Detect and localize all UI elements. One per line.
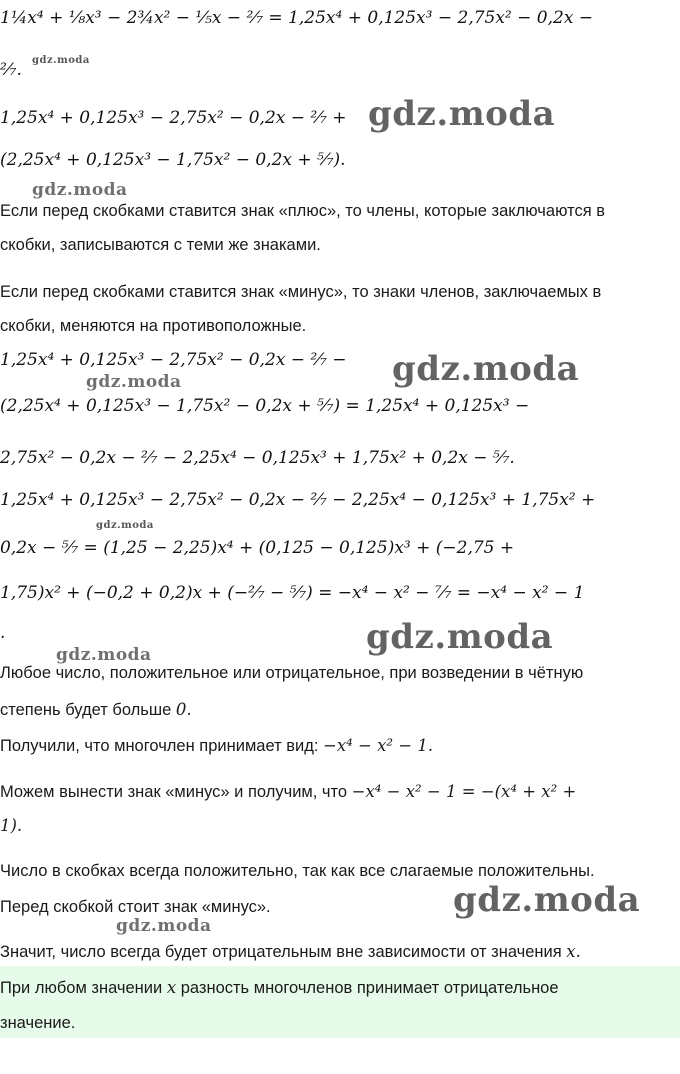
- paragraph-minus-sign: Перед скобкой стоит знак «минус».: [0, 898, 271, 916]
- math-line-9: 0,2x − ⁵⁄₇ = (1,25 − 2,25)x⁴ + (0,125 − 0,125)x³ + (−2,75 +: [0, 538, 515, 558]
- math-line-1-left: 1¼x⁴ + ⅛x³ − 2¾x² − ⅕x − ²⁄₇: [0, 8, 264, 28]
- factor-minus-math: −x⁴ − x² − 1 = −(x⁴ + x² +: [351, 782, 577, 801]
- factor-minus-text: Можем вынести знак «минус» и получим, что: [0, 783, 348, 801]
- paragraph-minus-rule-line-1: Если перед скобками ставится знак «минус», то знаки членов, заключаемых в: [0, 283, 602, 301]
- paragraph-factor-minus-line-2: [0, 816, 22, 836]
- even-power-zero: 0.: [175, 700, 192, 719]
- math-line-1: [0, 10, 593, 27]
- watermark-logo: gdz.moda: [116, 916, 212, 936]
- watermark-logo: gdz.moda: [368, 94, 556, 134]
- answer-line-1: [0, 978, 559, 998]
- math-line-8: 1,25x⁴ + 0,125x³ − 2,75x² − 0,2x − ²⁄₇ − 2,25x⁴ − 0,125x³ + 1,75x² +: [0, 490, 596, 510]
- answer-pre: При любом значении: [0, 979, 163, 997]
- paragraph-plus-rule-line-1: Если перед скобками ставится знак «плюс», то члены, которые заключаются в: [0, 202, 605, 220]
- always-negative-x: x.: [566, 942, 581, 961]
- even-power-text: степень будет больше: [0, 701, 172, 719]
- watermark-logo: gdz.moda: [392, 349, 580, 389]
- answer-x: x: [166, 978, 177, 997]
- answer-post: разность многочленов принимает отрицательное: [180, 979, 559, 997]
- paragraph-positive-sum: Число в скобках всегда положительно, так как все слагаемые положительны.: [0, 862, 595, 880]
- math-line-2: ²⁄₇.: [0, 60, 22, 80]
- paragraph-always-negative: [0, 942, 581, 962]
- math-line-6: (2,25x⁴ + 0,125x³ − 1,75x² − 0,2x + ⁵⁄₇) = 1,25x⁴ + 0,125x³ −: [0, 396, 530, 416]
- math-line-4: (2,25x⁴ + 0,125x³ − 1,75x² − 0,2x + ⁵⁄₇).: [0, 150, 346, 170]
- paragraph-result-form: [0, 736, 433, 756]
- watermark-logo: gdz.moda: [56, 645, 152, 665]
- answer-highlight: [0, 966, 680, 1038]
- math-line-5: 1,25x⁴ + 0,125x³ − 2,75x² − 0,2x − ²⁄₇ −: [0, 350, 347, 370]
- watermark-logo: gdz.moda: [32, 55, 90, 66]
- watermark-logo: gdz.moda: [86, 372, 182, 392]
- math-line-10: 1,75)x² + (−0,2 + 0,2)x + (−²⁄₇ − ⁵⁄₇) = −x⁴ − x² − ⁷⁄₇ = −x⁴ − x² − 1: [0, 583, 585, 603]
- always-negative-text: Значит, число всегда будет отрицательным вне зависимости от значения: [0, 943, 562, 961]
- math-line-11: .: [0, 623, 6, 643]
- result-form-text: Получили, что многочлен принимает вид:: [0, 737, 319, 755]
- paragraph-even-power-line-2: [0, 700, 192, 720]
- factor-minus-math-end: 1).: [0, 816, 23, 835]
- watermark-logo: gdz.moda: [366, 617, 554, 657]
- math-line-7: 2,75x² − 0,2x − ²⁄₇ − 2,25x⁴ − 0,125x³ + 1,75x² + 0,2x − ⁵⁄₇.: [0, 448, 515, 468]
- watermark-logo: gdz.moda: [453, 880, 641, 920]
- answer-line-2: значение.: [0, 1014, 76, 1032]
- result-form-math: −x⁴ − x² − 1.: [323, 736, 434, 755]
- paragraph-plus-rule-line-2: скобки, записываются с теми же знаками.: [0, 236, 321, 254]
- math-line-3: 1,25x⁴ + 0,125x³ − 2,75x² − 0,2x − ²⁄₇ +: [0, 108, 347, 128]
- math-line-1-right: = 1,25x⁴ + 0,125x³ − 2,75x² − 0,2x −: [268, 8, 594, 28]
- paragraph-minus-rule-line-2: скобки, меняются на противоположные.: [0, 317, 307, 335]
- watermark-logo: gdz.moda: [32, 180, 128, 200]
- paragraph-factor-minus-line-1: [0, 782, 576, 802]
- watermark-logo: gdz.moda: [96, 520, 154, 531]
- paragraph-even-power-line-1: Любое число, положительное или отрицательное, при возведении в чётную: [0, 664, 584, 682]
